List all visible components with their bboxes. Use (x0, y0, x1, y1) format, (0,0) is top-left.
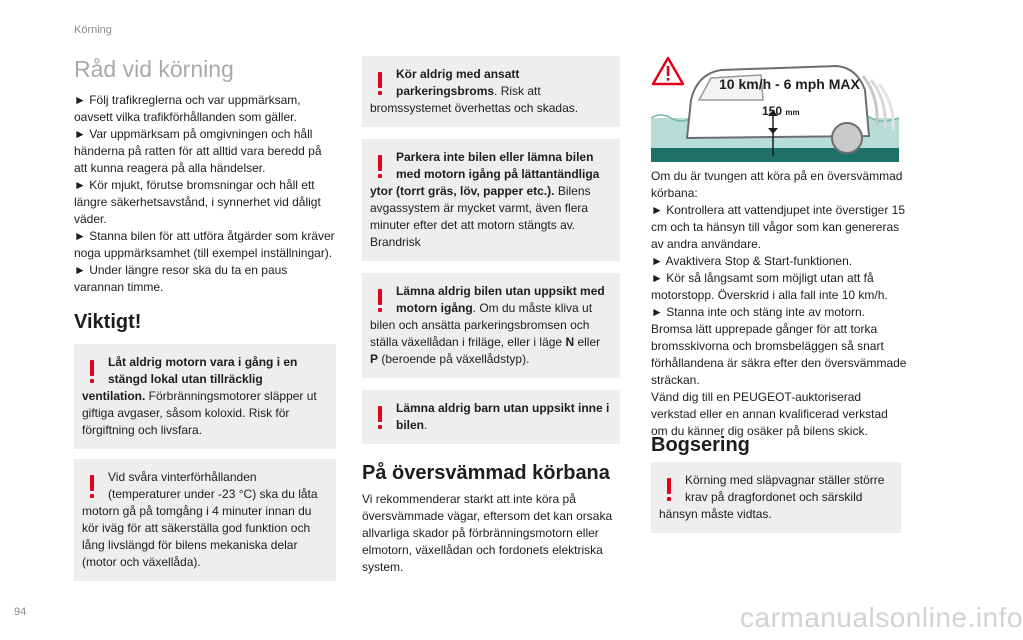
warning-box-flammable-surfaces: Parkera inte bilen eller lämna bilen med motorn igång på lättantändliga ytor (torrt gräs, löv, papper etc.). Bilens avgassystem är mycket varmt, även flera minuter efter det att motorn stängts av. Brandrisk (362, 139, 620, 261)
warning-exclamation-icon (370, 72, 392, 100)
instruction-line: Bromsa lätt upprepade gånger för att torka bromsskivorna och bromsbeläggen så snart förhållandena är säkra efter den översvämmade sträckan. (651, 322, 907, 387)
instruction-line: Om du är tvungen att köra på en översvämmad körbana: (651, 169, 903, 200)
instruction-line: ► Kontrollera att vattendjupet inte överstiger 15 cm och ta hänsyn till vågor som kan genereras av andra användare. (651, 203, 906, 251)
flood-driving-figure (651, 56, 899, 162)
warning-triangle-icon (651, 56, 685, 86)
warning-box-children: Lämna aldrig barn utan uppsikt inne i bilen. (362, 390, 620, 444)
flooded-road-instructions (651, 168, 907, 440)
advice-item: ► Följ trafikreglerna och var uppmärksam, oavsett vilka trafikförhållanden som gäller. (74, 93, 301, 124)
instruction-line: ► Stanna inte och stäng inte av motorn. (651, 305, 866, 319)
warning-exclamation-icon (370, 289, 392, 317)
advice-item: ► Var uppmärksam på omgivningen och håll händerna på ratten för att alltid vara beredd på att kunna reagera på alla händelser. (74, 127, 322, 175)
section-header: Körning (74, 24, 112, 36)
warning-box-towing: Körning med släpvagnar ställer större krav på dragfordonet och särskild hänsyn måste vidtas. (651, 462, 901, 533)
advice-item: ► Stanna bilen för att utföra åtgärder som kräver noga uppmärksamhet (till exempel inställningar). (74, 229, 335, 260)
column-2 (362, 56, 620, 576)
instruction-line: Vänd dig till en PEUGEOT-auktoriserad verkstad eller en annan kvalificerad verkstad om du känner dig osäker på bilens skick. (651, 390, 888, 438)
warning-exclamation-icon (659, 478, 681, 506)
speed-limit-label: 10 km/h - 6 mph MAX (719, 76, 860, 92)
instruction-line: ► Avaktivera Stop & Start-funktionen. (651, 254, 853, 268)
warning-exclamation-icon (82, 475, 104, 503)
warning-box-unattended-vehicle: Lämna aldrig bilen utan uppsikt med motorn igång. Om du måste kliva ut bilen och ansätta parkeringsbromsen och ställa växellådan i friläge, eller i läge N eller P (beroende på växellådstyp). (362, 273, 620, 378)
warning-box-ventilation: Låt aldrig motorn vara i gång i en stängd lokal utan tillräcklig ventilation. Förbränningsmotorer släpper ut giftiga avgaser, såsom koloxid. Risk för förgiftning och livsfara. (74, 344, 336, 449)
advice-item: ► Under längre resor ska du ta en paus varannan timme. (74, 263, 288, 294)
water-depth-label: 150 mm (762, 104, 800, 118)
page-number: 94 (14, 606, 27, 618)
flooded-road-intro: Vi rekommenderar starkt att inte köra på översvämmade vägar, eftersom det kan orsaka allvarliga skador på förbränningsmotorn eller elmotorn, växellådan och fordonets elektriska system. (362, 492, 613, 574)
towing-title: Bogsering (651, 434, 750, 456)
flooded-road-title: På översvämmad körbana (362, 462, 610, 484)
warning-box-winter: Vid svåra vinterförhållanden (temperaturer under -23 °C) ska du låta motorn gå på tomgång i 4 minuter innan du kör iväg för att säkerställa god funktion och lång livslängd för bilens mekaniska delar (motor och växellåda). (74, 459, 336, 581)
warning-exclamation-icon (82, 360, 104, 388)
column-1 (74, 56, 336, 581)
instruction-line: ► Kör så långsamt som möjligt utan att få motorstopp. Överskrid i alla fall inte 10 km/h. (651, 271, 888, 302)
advice-list (74, 92, 336, 296)
warning-exclamation-icon (370, 406, 392, 434)
warning-box-parking-brake: Kör aldrig med ansatt parkeringsbroms. Risk att bromssystemet överhettas och skadas. (362, 56, 620, 127)
advice-item: ► Kör mjukt, förutse bromsningar och håll ett längre säkerhetsavstånd, i synnerhet vid dåligt väder. (74, 178, 321, 226)
section-title-driving-advice: Råd vid körning (74, 56, 234, 82)
important-title: Viktigt! (74, 311, 142, 333)
warning-exclamation-icon (370, 155, 392, 183)
site-watermark: carmanualsonline.info (740, 602, 1023, 633)
